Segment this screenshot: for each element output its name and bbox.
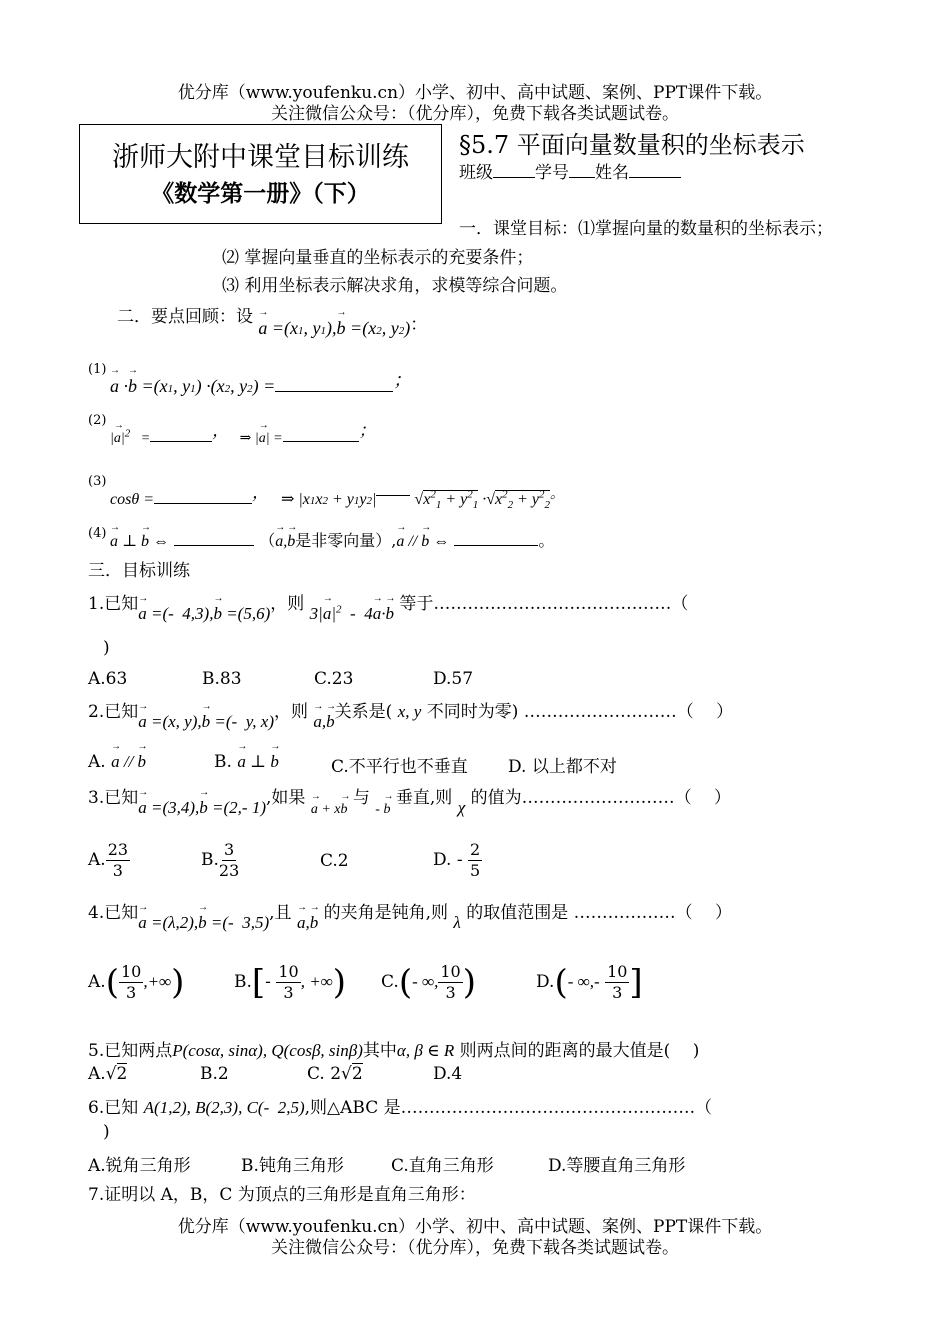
- formula-2-blank-a[interactable]: [150, 441, 212, 442]
- title-box-line-1: 浙师大附中课堂目标训练: [112, 142, 409, 173]
- formula-3-label: (3): [88, 474, 107, 489]
- footer-line-1: 优分库（www.youfenku.cn）小学、初中、高中试题、案例、PPT课件下载。: [177, 1217, 773, 1237]
- name-label: 姓名: [595, 163, 629, 183]
- q4-option-d[interactable]: D.(- ∞,- $\frac{10}{3}$ ]: [536, 962, 643, 1003]
- q4-option-c[interactable]: C.(- ∞, $\frac{10}{3}$ ): [381, 962, 476, 1003]
- formula-2-label: (2): [88, 413, 107, 428]
- review-line: 二．要点回顾：设 → a =(x1, y1),→ b =(x2, y2)：: [117, 302, 427, 327]
- review-setup-formula: → a =(x1, y1),→ b =(x2, y2): [258, 318, 410, 338]
- q5-option-b[interactable]: B.2: [200, 1064, 229, 1084]
- q3-option-a[interactable]: A. $\frac{23}{3}$: [88, 840, 129, 880]
- question-6: 6.已知 A(1,2), B(2,3), C(- 2,5),则△ABC 是…………………………………………….（: [88, 1098, 713, 1118]
- formula-2: |→ $a|^2$ = ， ⇒ |→ a| = ；: [110, 422, 376, 447]
- formula-1-blank[interactable]: [275, 391, 393, 392]
- question-1-close: ): [103, 638, 110, 658]
- title-box: [79, 124, 442, 224]
- class-label: 班级: [459, 163, 493, 183]
- goal-item-2: ⑵ 掌握向量垂直的坐标表示的充要条件；: [222, 248, 534, 268]
- question-5: 5.已知两点P(cosα, sinα), Q(cosβ, sinβ)其中α, β ∈ R 则两点间的距离的最大值是( ): [88, 1041, 700, 1061]
- q1-option-b[interactable]: B.83: [202, 669, 242, 689]
- q3-option-c[interactable]: C.2: [320, 851, 349, 871]
- formula-3-relation-blank[interactable]: [376, 495, 410, 496]
- q5-option-c[interactable]: C. 2√2: [307, 1064, 363, 1084]
- question-3: 3.已知→ a =(3,4),→ b =(2,- 1),如果 → $_{a + x\to b}$ 与 $_{- \to b}$ 垂直,则 χ 的值为………………………（ ）: [88, 783, 731, 808]
- name-blank[interactable]: [629, 177, 681, 178]
- formula-4-blank-a[interactable]: [174, 545, 254, 546]
- q1-option-c[interactable]: C.23: [314, 669, 354, 689]
- training-heading: 三．目标训练: [88, 561, 190, 581]
- q3-option-b[interactable]: B. $\frac{3}{23}$: [201, 840, 240, 880]
- student-info: [459, 158, 681, 183]
- header-line-2: 关注微信公众号：（优分库），免费下载各类试题试卷。: [271, 104, 679, 124]
- formula-4: → a ⊥ → b ⇔ （→ a,→ b是非零向量）,→ a // → b ⇔ 。: [110, 528, 554, 551]
- q2-option-a[interactable]: A. → a // → b: [88, 752, 146, 772]
- q3-option-d[interactable]: D. - $\frac{2}{5}$: [433, 840, 481, 880]
- q6-option-d[interactable]: D.等腰直角三角形: [548, 1156, 686, 1176]
- goals-heading: 一．课堂目标：: [459, 219, 578, 239]
- goal-item-1: ⑴掌握向量的数量积的坐标表示；: [578, 219, 833, 239]
- question-4: 4.已知→ a =(λ,2),→ b =(- 3,5),且 → a,→ b 的夹角是钝角,则 λ 的取值范围是 ………………（ ）: [88, 898, 732, 923]
- q4-option-a[interactable]: A.( $\frac{10}{3}$ ,+∞): [88, 962, 185, 1003]
- q5-option-a[interactable]: A.√2: [88, 1064, 128, 1084]
- formula-4-blank-b[interactable]: [454, 545, 538, 546]
- goals-line-1: [459, 214, 833, 239]
- q2-option-b[interactable]: B. → a ⊥ → b: [214, 752, 279, 772]
- question-1: 1.已知→ a =(- 4,3),→ b =(5,6)，则 $3|\to a|^2 - 4\to a\cdot\to b$ 等于……………………………………（: [88, 589, 688, 614]
- number-blank[interactable]: [569, 177, 595, 178]
- formula-3-blank[interactable]: [154, 503, 252, 504]
- question-7: 7.证明以 A，B，C 为顶点的三角形是直角三角形：: [88, 1185, 476, 1205]
- question-6-close: ): [103, 1122, 110, 1142]
- header-line-1: 优分库（www.youfenku.cn）小学、初中、高中试题、案例、PPT课件下载。: [177, 83, 773, 103]
- number-label: 学号: [535, 163, 569, 183]
- formula-2-blank-b[interactable]: [283, 441, 359, 442]
- q2-option-d[interactable]: D. 以上都不对: [508, 757, 617, 777]
- q6-option-a[interactable]: A.锐角三角形: [88, 1156, 191, 1176]
- q6-option-b[interactable]: B.钝角三角形: [241, 1156, 344, 1176]
- review-heading: 二．要点回顾：设: [117, 307, 253, 327]
- title-box-line-2: 《数学第一册》（下）: [151, 180, 370, 207]
- question-2: 2.已知→ a =(x, y),→ b =(- y, x)，则 → a,→ b关系是( x, y 不同时为零) ………………………（ ）: [88, 697, 733, 722]
- q5-option-d[interactable]: D.4: [433, 1064, 463, 1084]
- formula-1-label: (1): [88, 362, 107, 377]
- class-blank[interactable]: [493, 177, 535, 178]
- formula-4-label: (4): [88, 526, 107, 541]
- q1-option-a[interactable]: A.63: [88, 669, 128, 689]
- q1-option-d[interactable]: D.57: [433, 669, 474, 689]
- footer-line-2: 关注微信公众号：（优分库），免费下载各类试题试卷。: [271, 1238, 679, 1258]
- goal-item-3: ⑶ 利用坐标表示解决求角，求模等综合问题。: [222, 276, 568, 296]
- q6-option-c[interactable]: C.直角三角形: [391, 1156, 494, 1176]
- q2-option-c[interactable]: C.不平行也不垂直: [331, 757, 468, 777]
- formula-3: cosθ = ， ⇒ |x1x2 + y1y2| $√x^2_1 + y^2_1 \cdot√x^2_2 + y^2_2$。: [110, 483, 565, 512]
- q4-option-b[interactable]: B.[- $\frac{10}{3}$ , +∞): [234, 962, 347, 1003]
- section-title: §5.7 平面向量数量积的坐标表示: [459, 131, 805, 159]
- formula-1: → a ·→ b =(x1, y1) ·(x2, y2) = ；: [110, 372, 411, 398]
